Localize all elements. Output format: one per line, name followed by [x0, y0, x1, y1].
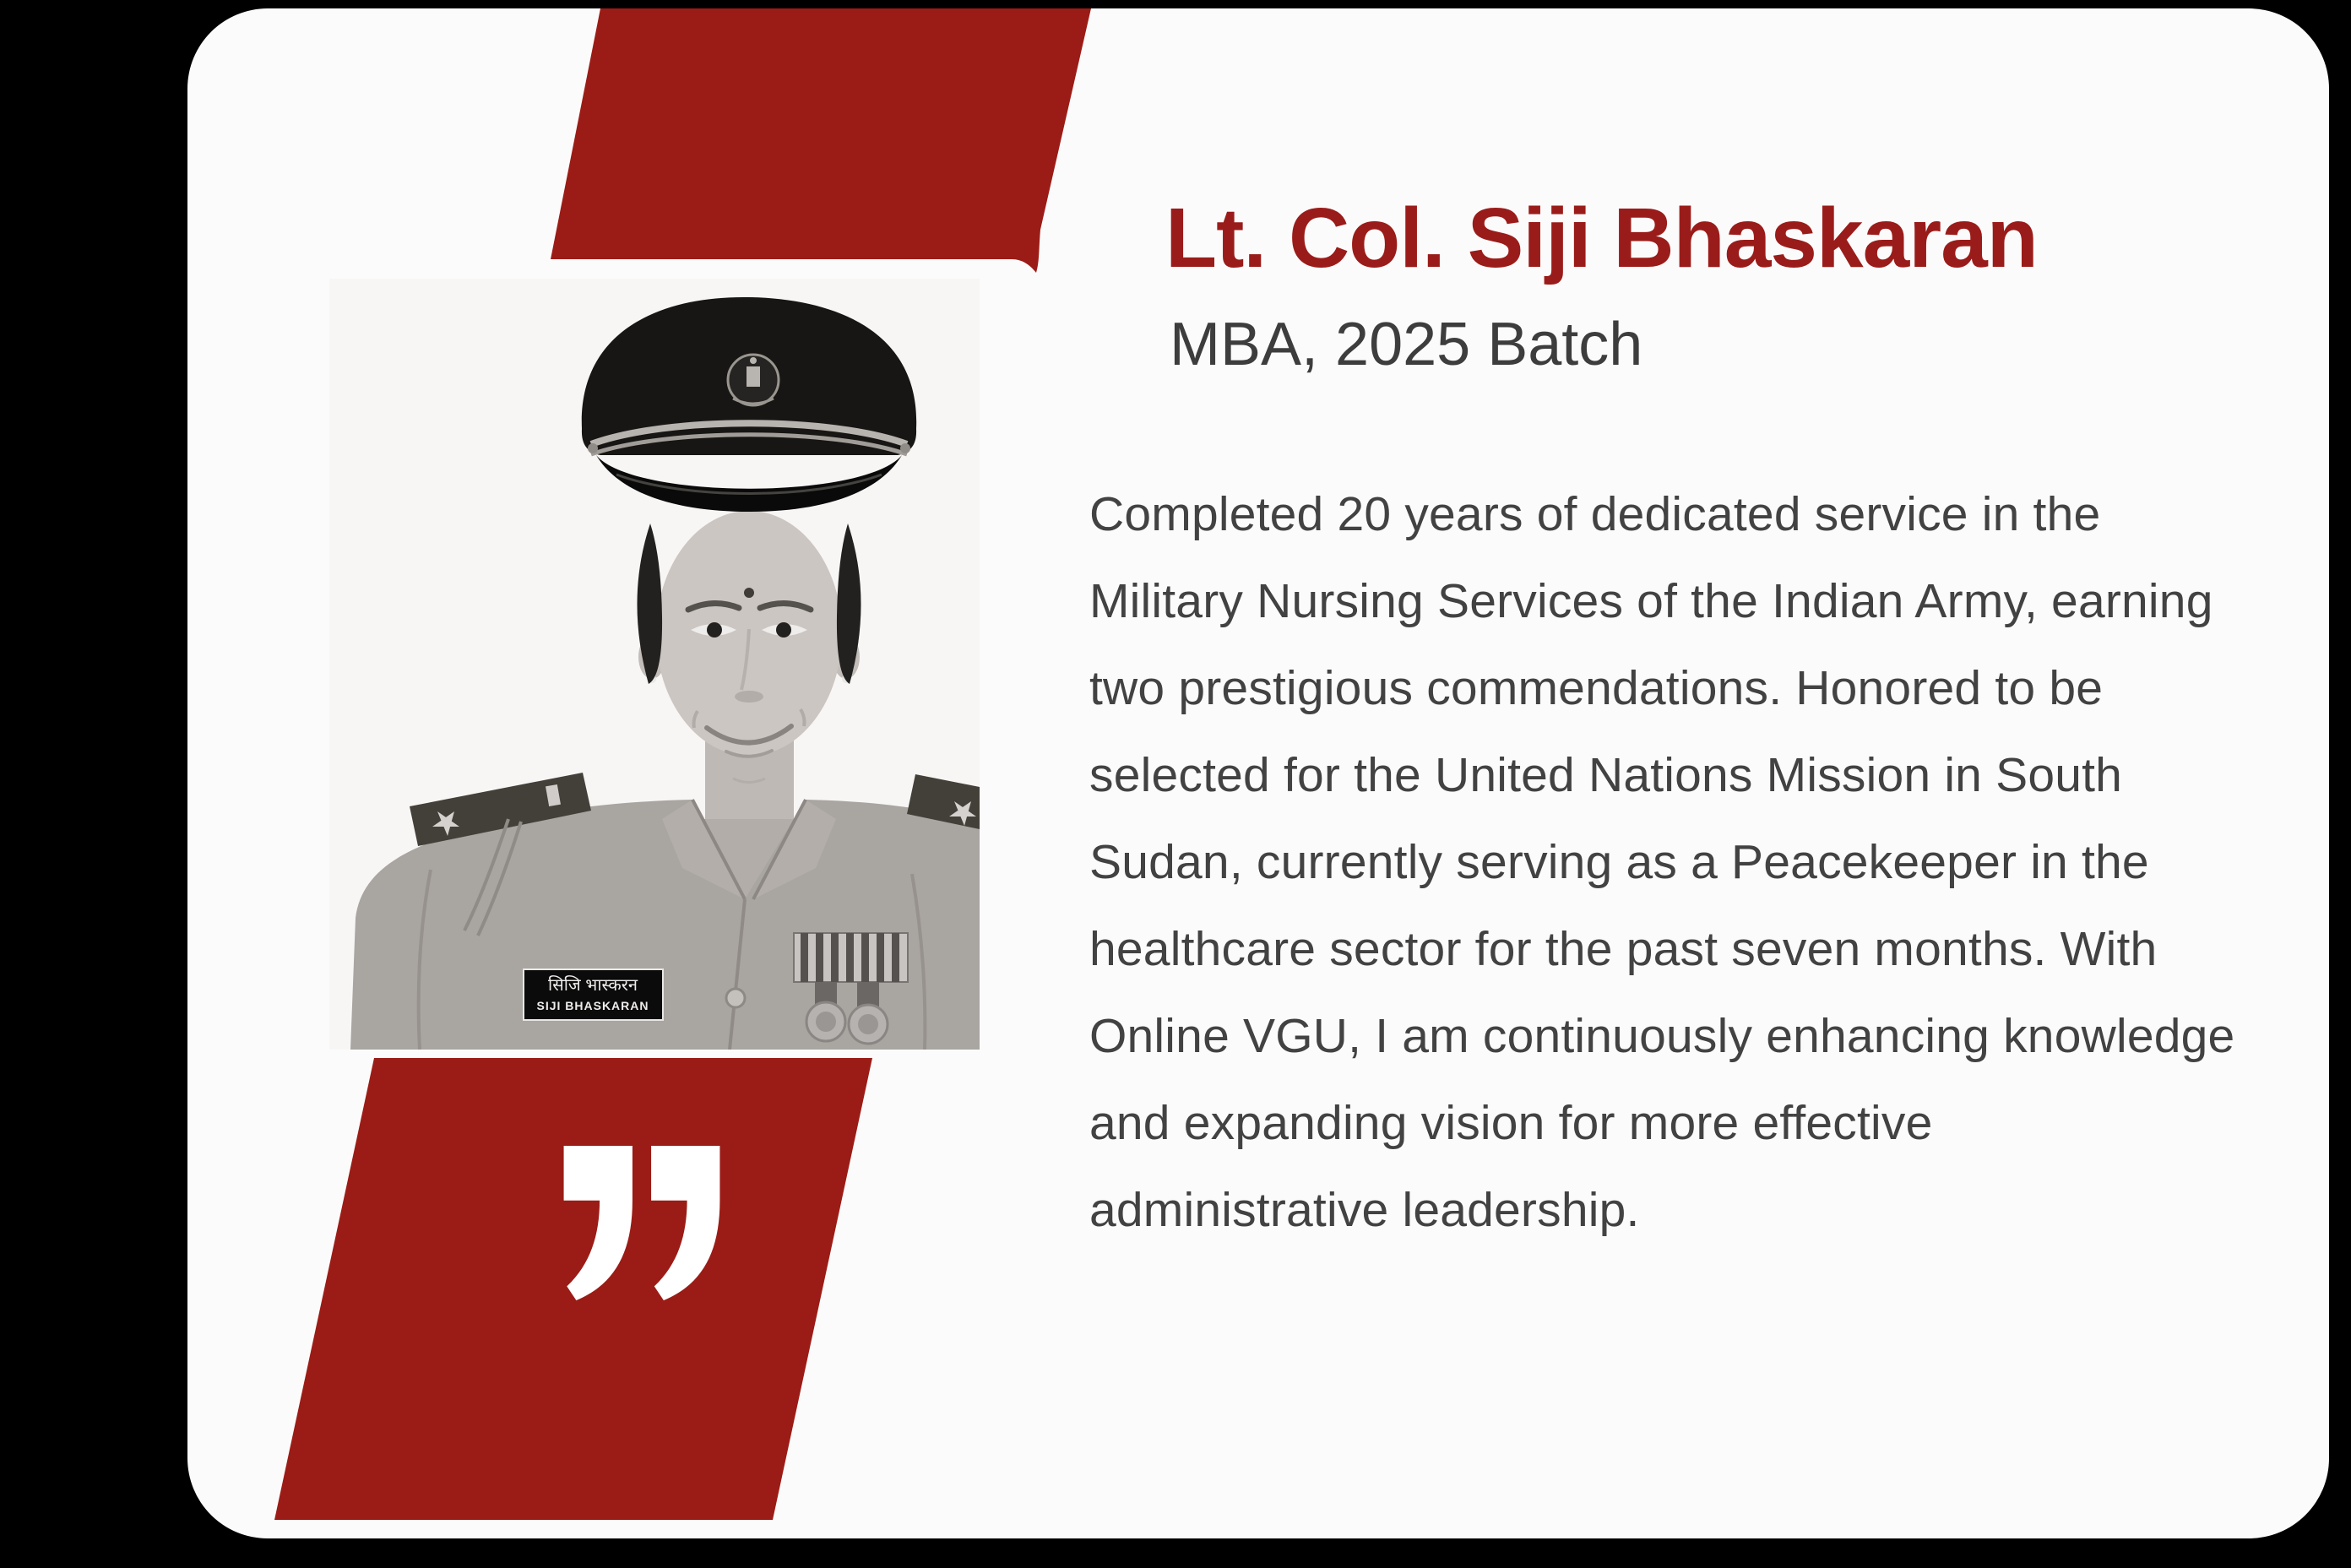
testimonial-line: selected for the United Nations Mission in South	[1089, 748, 2123, 802]
name-badge-latin: SIJI BHASKARAN	[536, 999, 649, 1012]
portrait-photo	[329, 279, 980, 1050]
name-badge	[524, 969, 663, 1020]
close-quote-icon	[557, 1146, 726, 1300]
testimonial-line: Completed 20 years of dedicated service in the	[1089, 487, 2101, 541]
testimonial-card	[187, 8, 2329, 1538]
person-program: MBA, 2025 Batch	[1170, 311, 1643, 378]
person-name: Lt. Col. Siji Bhaskaran	[1165, 191, 2038, 285]
bindi	[744, 588, 754, 598]
testimonial-line: Military Nursing Services of the Indian Army, earning	[1089, 574, 2213, 628]
cap-badge	[728, 355, 779, 405]
name-badge-devanagari: सिजि भास्करन	[548, 976, 638, 995]
testimonial-line: Online VGU, I am continuously enhancing knowledge	[1089, 1009, 2235, 1063]
testimonial-text	[1089, 471, 2329, 1254]
testimonial-line: and expanding vision for more effective	[1089, 1096, 1933, 1150]
testimonial-line: two prestigious commendations. Honored to be	[1089, 661, 2104, 715]
testimonial-line: healthcare sector for the past seven months. With	[1089, 922, 2158, 976]
red-slash-top	[551, 8, 1091, 273]
testimonial-line: administrative leadership.	[1089, 1183, 1640, 1237]
testimonial-line: Sudan, currently serving as a Peacekeeper in the	[1089, 835, 2149, 889]
